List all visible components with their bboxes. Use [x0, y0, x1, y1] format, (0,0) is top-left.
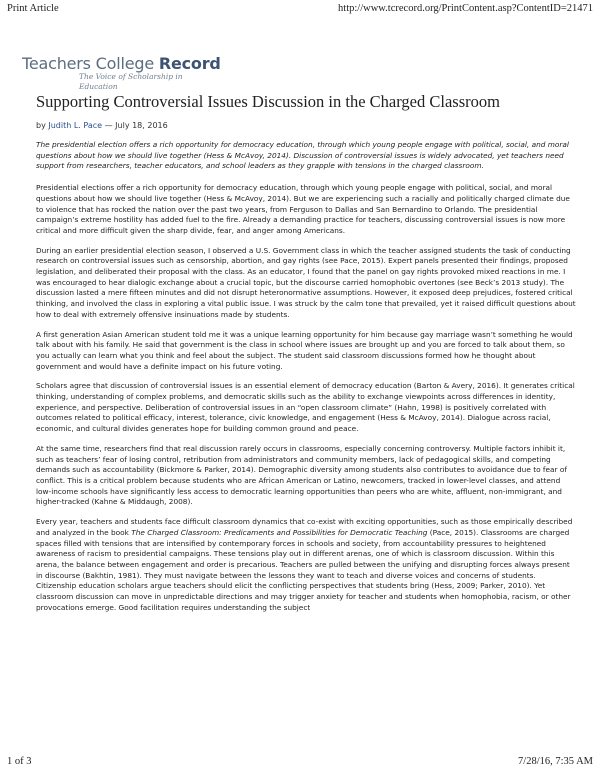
- logo-name-bold: Record: [158, 54, 221, 73]
- paragraph-5: At the same time, researchers find that real discussion rarely occurs in classrooms, especially concerning controversy. Multiple factors inhibit it, such as teachers’ fear of losing control, retribution from administrators and community members, lack of pedagogical skills, and competing demands such as accountability (Bickmore & Parker, 2014). Demographic diversity among students also contributes to avoidance due to fear of conflict. This is a critical problem because students who are African American or Latino, newcomers, tracked in lower-level classes, and attend low-income schools have significantly less access to democratic learning opportunities than peers who are white, affluent, non-immigrant, and higher-tracked (Kahne & Middaugh, 2008).: [36, 443, 567, 507]
- paragraph-6-start: Every year, teachers and students face difficult classroom dynamics that co-exist with exciting opportunities, such as those empirically described and analyzed in the book: [36, 517, 573, 537]
- logo-name-regular: Teachers College: [22, 54, 159, 73]
- paragraph-6: [36, 517, 576, 613]
- article-body: [36, 140, 576, 622]
- page-number: 1 of 3: [7, 756, 32, 767]
- paragraph-3: A first generation Asian American student told me it was a unique learning opportunity for him because gay marriage wasn’t something he would talk about with his family. He said that government is the class in school where issues are brought up and you are forced to talk about them, so you actually can learn what you think and feel about the subject. The student said classroom discussions formed how he thought about government and would have a definite impact on his future voting.: [36, 329, 573, 371]
- article-title: Supporting Controversial Issues Discussion in the Charged Classroom: [36, 92, 500, 111]
- paragraph-1: Presidential elections offer a rich opportunity for democracy education, through which young people engage with political, social, and moral questions about how we should live together (Hess & McAvoy, 2014). But we are experiencing such a racially and politically charged climate due to violence that has rocked the nation over the past two years, from Ferguson to Dallas and San Bernardino to Orlando. The presidential campaign’s extreme hostility has added fuel to the fire. Already a demanding practice for teachers, discussing controversial issues is now more critical and more difficult given the sharp divide, fear, and anger among Americans.: [36, 183, 570, 235]
- paragraph-4: Scholars agree that discussion of controversial issues is an essential element of democracy education (Barton & Avery, 2016). It generates critical thinking, understanding of complex problems, and democratic skills such as the ability to exchange viewpoints across differences in identity, experience, and perspective. Deliberation of controversial issues in an “open classroom climate” (Hahn, 1998) is positively correlated with outcomes related to political efficacy, interest, tolerance, civic knowledge, and engagement (Hess & McAvoy, 2014). Dialogue across racial, economic, and cultural divides generates hope for building common ground and peace.: [36, 381, 575, 434]
- print-header: [7, 3, 593, 17]
- byline-prefix: by: [36, 121, 49, 130]
- logo-name: [22, 55, 222, 72]
- print-header-title: Print Article: [7, 3, 59, 14]
- article-date: — July 18, 2016: [102, 121, 168, 130]
- print-header-url: http://www.tcrecord.org/PrintContent.asp?ContentID=21471: [338, 3, 593, 14]
- paragraph-2: During an earlier presidential election season, I observed a U.S. Government class in which the teacher assigned students the task of conducting research on controversial issues such as censorship, abortion, and gay rights (see Pace, 2015). Expert panels presented their findings, proposed legislation, and deliberated their proposal with the class. As an educator, I found that the panel on gay rights provoked mixed reactions in me. I was encouraged to hear dialogic exchange about a crucial topic, but the discourse carried homophobic overtones (see Beck’s 2013 study). The discussion lasted a mere fifteen minutes and did not disrupt heteronormative assumptions. However, it exposed deep prejudices, fostered critical thinking, and involved the class in exploring a vital public issue. I was struck by the calm tone that prevailed, yet it raised difficult questions about how to deal with extremely offensive insinuations made by students.: [36, 245, 576, 319]
- tcr-logo[interactable]: [22, 54, 222, 91]
- book-title: The Charged Classroom: Predicaments and Possibilities for Democratic Teaching: [131, 527, 428, 537]
- logo-tagline: The Voice of Scholarship in Education: [79, 72, 183, 91]
- article-abstract: The presidential election offers a rich opportunity for democracy education, through which young people engage with political, social, and moral questions about how we should live together (Hess & McAvoy, 2014). Discussion of controversial issues is widely advocated, yet teachers need support from researchers, teacher educators, and school leaders as they grapple with tensions in the charged classroom.: [36, 140, 569, 171]
- print-footer: [7, 756, 593, 770]
- paragraph-6-end: (Pace, 2015). Classrooms are charged spaces filled with tensions that are intensified by contemporary forces in schools and society, from accountability pressures to heightened awareness of racism to presidential campaigns. These tensions play out in different arenas, one of which is classroom discussion. Within this arena, the balance between engagement and order is precarious. Teachers are pulled between the unifying and disrupting forces always present in discourse (Bakhtin, 1981). They must navigate between the lessons they want to teach and diverse voices and concerns of students. Citizenship education scholars argue teachers should elicit the conflicting perspectives that students bring (Hess, 2009; Parker, 2010). Yet classroom discussion can move in unpredictable directions and may trigger anxiety for teacher and students when homophobia, racism, or other provocations emerge. Good facilitation requires understanding the subject: [36, 527, 571, 612]
- author-link[interactable]: Judith L. Pace: [48, 121, 103, 130]
- article-byline: [36, 121, 168, 130]
- print-timestamp: 7/28/16, 7:35 AM: [518, 756, 593, 767]
